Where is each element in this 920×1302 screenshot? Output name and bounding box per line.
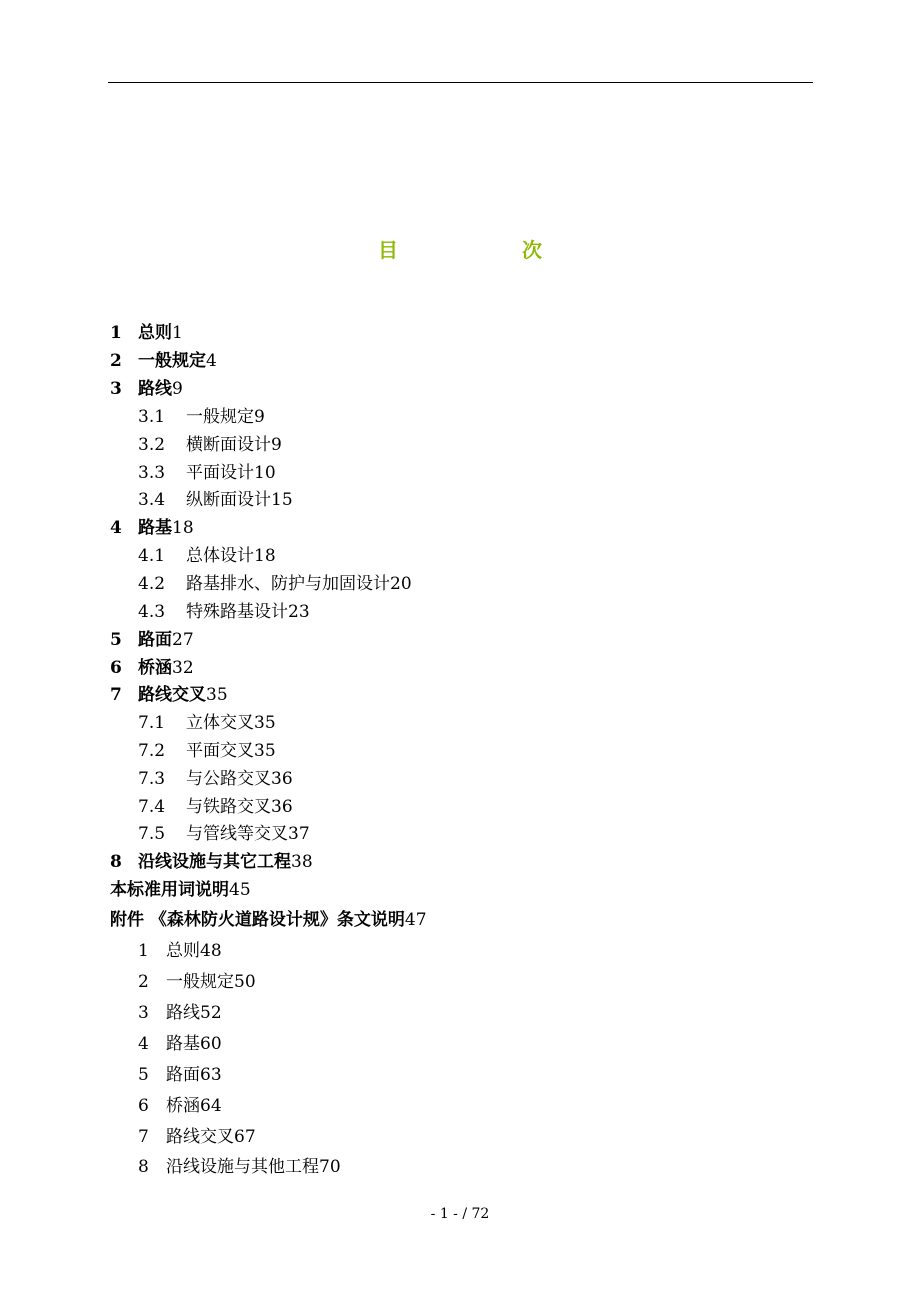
page-title: 目 次	[378, 238, 594, 262]
table-of-contents: 1 总则1 2 一般规定4 3 路线9 3.1 一般规定9 3.2 横断面设计9 3.3 平面设计10 3.4 纵断面设计15 4 路基18 4.1 总体设计18 4.2 路基排水、防护与加固设计20 4.3 特殊路基设计23 5 路面27 6 桥涵32 7 路线交叉35 7.1 立体交叉35 7.2 平面交叉35 7.3 与公路交叉36 7.4 与铁路交叉36 7.5 与管线等交叉37 8 沿线设施与其它工程38 本标准用词说明45 附件 《森林防火道路设计规》条文说明47 1 总则48 2 一般规定50 3 路线52 4 路基60 5 路面63 6 桥涵64 7 路线交叉67 8 沿线设施与其他工程70	[110, 323, 427, 1177]
page-number: - 1 - / 72	[430, 1206, 490, 1222]
